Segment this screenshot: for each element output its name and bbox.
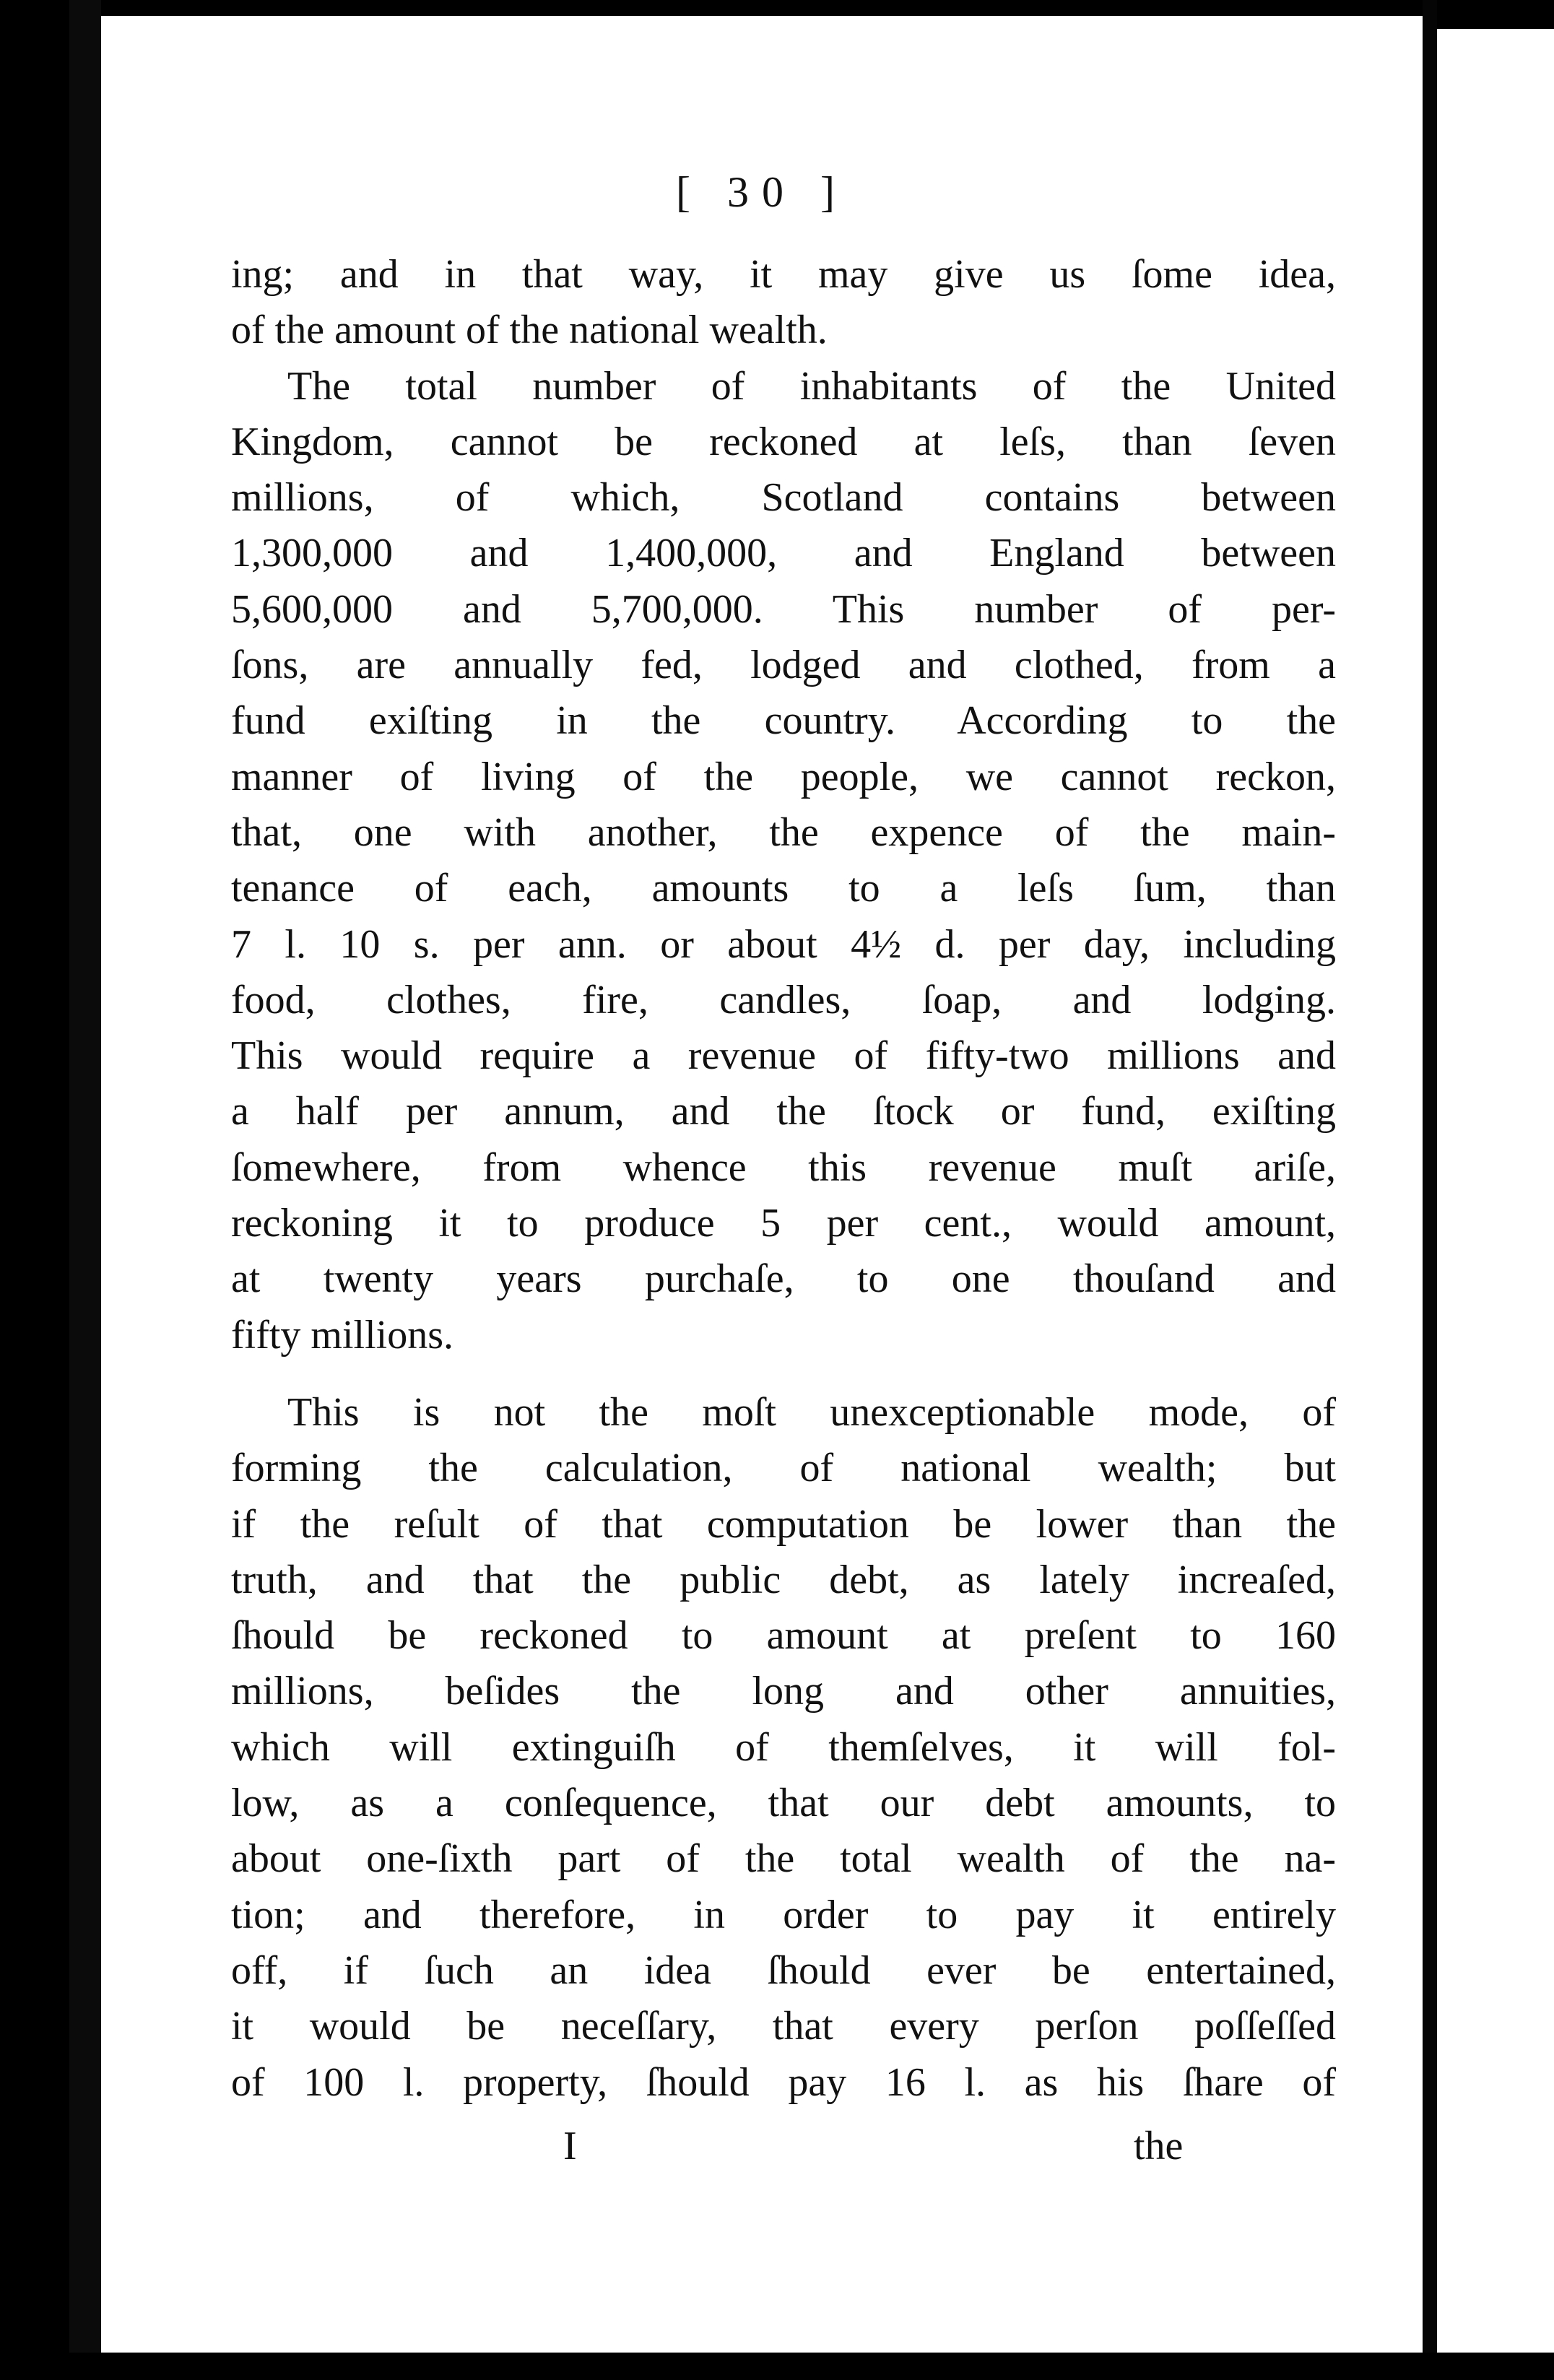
text-line: manner of living of the people, we cannot reckon,	[231, 754, 1336, 799]
text-line: 5,600,000 and 5,700,000. This number of per-	[231, 586, 1336, 632]
text-line: millions, beſides the long and other annuities,	[231, 1669, 1336, 1714]
text-line: that, one with another, the expence of the main-	[231, 809, 1336, 855]
text-line: forming the calculation, of national wealth; but	[231, 1446, 1336, 1491]
text-line: Kingdom, cannot be reckoned at leſs, than ſeven	[231, 419, 1336, 464]
text-line: low, as a conſequence, that our debt amounts, to	[231, 1781, 1336, 1826]
text-line: tenance of each, amounts to a leſs ſum, than	[231, 866, 1336, 911]
paragraph-gap	[231, 1363, 1336, 1385]
text-line: which will extinguiſh of themſelves, it will fol-	[231, 1724, 1336, 1770]
text-line: if the reſult of that computation be lower than the	[231, 1501, 1336, 1547]
signature-mark: I	[563, 2124, 577, 2168]
body-text	[231, 247, 1336, 2111]
text-line: 1,300,000 and 1,400,000, and England between	[231, 531, 1336, 576]
text-line: a half per annum, and the ſtock or fund, exiſting	[231, 1089, 1336, 1134]
text-line: of 100 l. property, ſhould pay 16 l. as his ſhare of	[231, 2059, 1336, 2105]
catchword: the	[1134, 2124, 1184, 2168]
text-line: ſomewhere, from whence this revenue muſt ariſe,	[231, 1145, 1336, 1190]
text-line: fund exiſting in the country. According to the	[231, 698, 1336, 744]
text-line: millions, of which, Scotland contains between	[231, 475, 1336, 521]
scan-top-border	[0, 0, 1554, 16]
text-line: fifty millions.	[231, 1312, 453, 1358]
text-line: tion; and therefore, in order to pay it entirely	[231, 1892, 1336, 1937]
text-line: ſons, are annually fed, lodged and clothed, from a	[231, 643, 1336, 688]
text-line: about one-ſixth part of the total wealth of the na-	[231, 1836, 1336, 1882]
text-line: reckoning it to produce 5 per cent., would amount,	[231, 1201, 1336, 1246]
text-line: truth, and that the public debt, as lately increaſed,	[231, 1557, 1336, 1602]
text-line: at twenty years purchaſe, to one thouſand and	[231, 1256, 1336, 1302]
text-line: The total number of inhabitants of the United	[287, 363, 1336, 409]
page-footer	[101, 2117, 1423, 2175]
text-line: ſhould be reckoned to amount at preſent to 160	[231, 1613, 1336, 1659]
text-line: 7 l. 10 s. per ann. or about 4½ d. per day, including	[231, 921, 1336, 967]
text-line: This is not the moſt unexceptionable mode, of	[287, 1389, 1336, 1435]
page-number: [ 30 ]	[676, 168, 848, 216]
book-gutter	[1423, 0, 1437, 2380]
book-page	[101, 16, 1423, 2353]
text-line: off, if ſuch an idea ſhould ever be entertained,	[231, 1947, 1336, 1993]
text-line: This would require a revenue of fifty-two millions and	[231, 1033, 1336, 1079]
text-line: of the amount of the national wealth.	[231, 308, 828, 353]
facing-page-edge	[1437, 29, 1554, 2380]
text-line: it would be neceſſary, that every perſon poſſeſſed	[231, 2004, 1336, 2049]
text-line: ing; and in that way, it may give us ſome idea,	[231, 252, 1336, 297]
scan-bottom-border	[0, 2353, 1554, 2380]
scan-left-edge	[69, 0, 101, 2380]
text-line: food, clothes, fire, candles, ſoap, and lodging.	[231, 977, 1336, 1022]
